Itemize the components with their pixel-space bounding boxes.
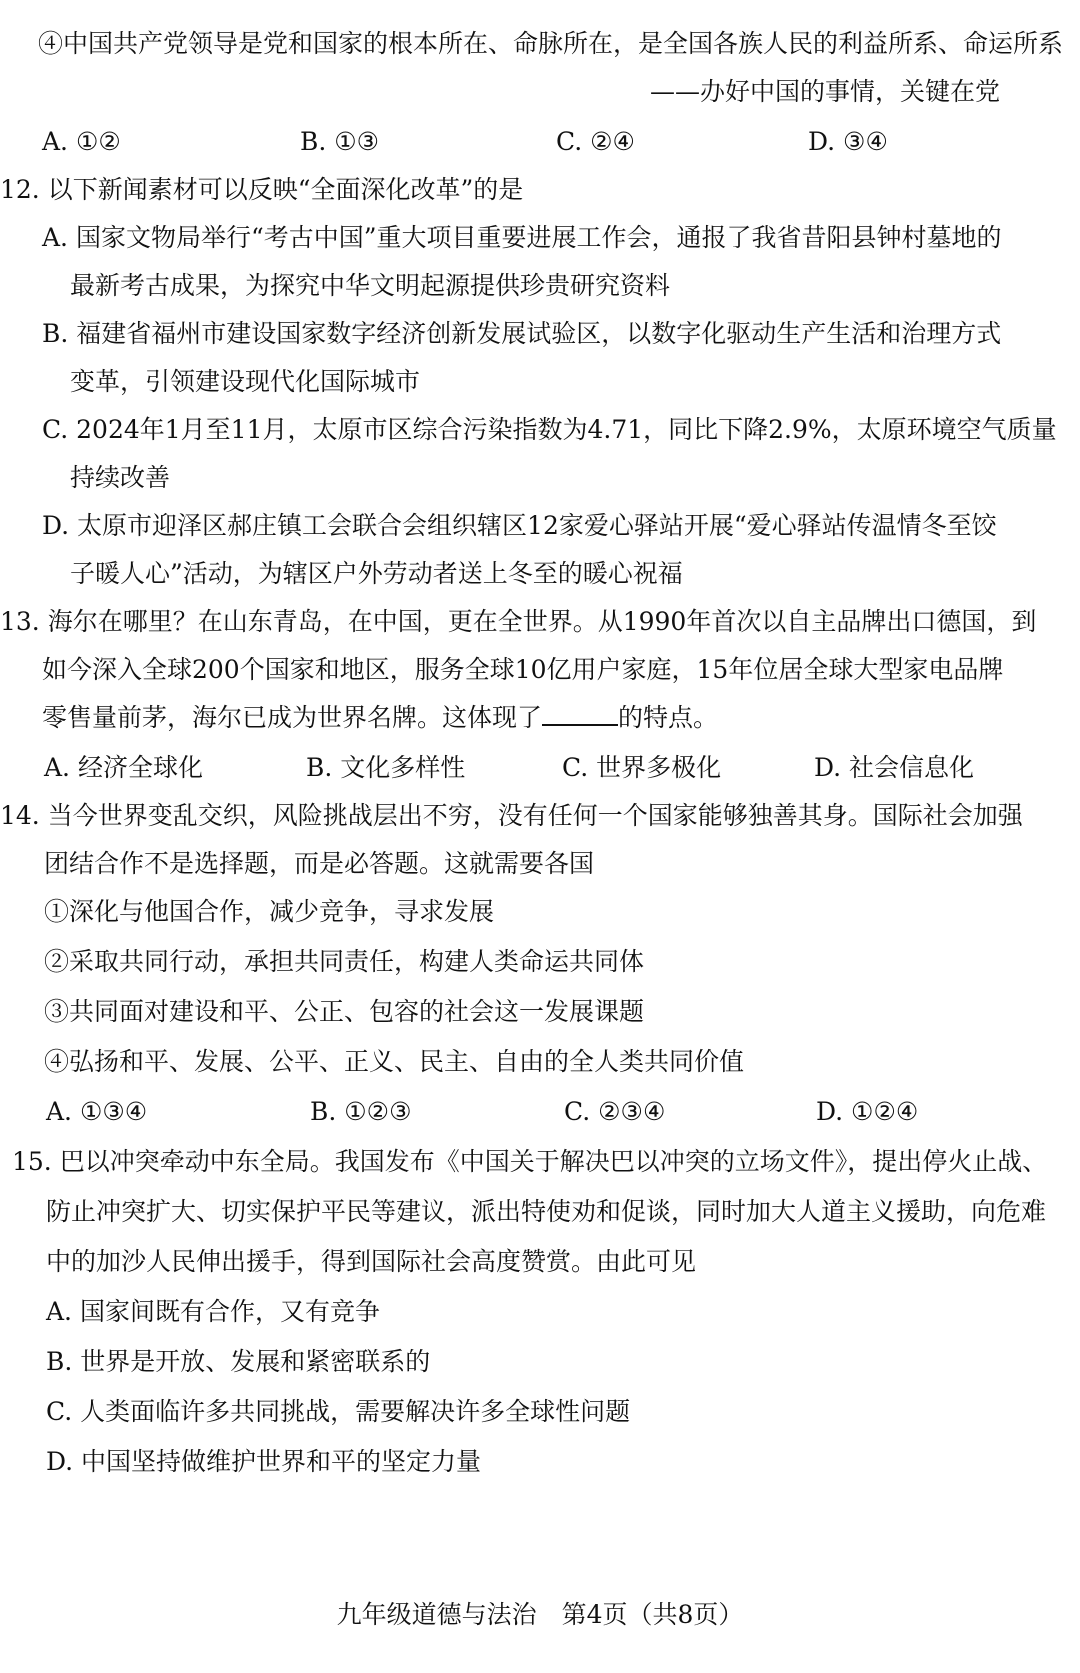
q13-stem-line2: 如今深入全球200个国家和地区，服务全球10亿用户家庭，15年位居全球大型家电品牌 (42, 655, 1004, 684)
q11-option-d: D. ③④ (808, 127, 888, 156)
q14-stem-line2: 团结合作不是选择题，而是必答题。这就需要各国 (44, 849, 595, 878)
q11-option-b: B. ①③ (300, 127, 380, 156)
q13-stem-line1: 13. 海尔在哪里？在山东青岛，在中国，更在全世界。从1990年首次以自主品牌出口德国，到 (0, 607, 1037, 636)
q11-option-a: A. ①② (42, 127, 121, 156)
q14-option-d: D. ①②④ (816, 1097, 919, 1126)
q12-option-d-line2: 子暖人心”活动，为辖区户外劳动者送上冬至的暖心祝福 (70, 559, 683, 588)
q15-stem-line2: 防止冲突扩大、切实保护平民等建议，派出特使劝和促谈，同时加大人道主义援助，向危难 (46, 1197, 1047, 1226)
answer-blank (542, 704, 618, 726)
q13-option-c: C. 世界多极化 (562, 753, 722, 782)
q15-stem-line3: 中的加沙人民伸出援手，得到国际社会高度赞赏。由此可见 (46, 1247, 697, 1276)
q13-option-d: D. 社会信息化 (814, 753, 975, 782)
q12-option-a-line2: 最新考古成果，为探究中华文明起源提供珍贵研究资料 (70, 271, 671, 300)
q14-item-2: ②采取共同行动，承担共同责任，构建人类命运共同体 (44, 947, 645, 976)
q12-option-b-line1: B. 福建省福州市建设国家数字经济创新发展试验区，以数字化驱动生产生活和治理方式 (42, 319, 1002, 348)
q13-stem-line3 (42, 702, 718, 734)
q13-option-a: A. 经济全球化 (44, 753, 203, 782)
q11-item-4: ④中国共产党领导是党和国家的根本所在、命脉所在，是全国各族人民的利益所系、命运所系 (38, 29, 1064, 58)
q11-option-c: C. ②④ (556, 127, 635, 156)
q12-stem: 12. 以下新闻素材可以反映“全面深化改革”的是 (0, 175, 524, 204)
q12-option-b-line2: 变革，引领建设现代化国际城市 (70, 367, 421, 396)
q14-option-b: B. ①②③ (310, 1097, 412, 1126)
q12-option-c-line1: C. 2024年1月至11月，太原市区综合污染指数为4.71，同比下降2.9%，太原环境空气质量 (42, 415, 1057, 444)
q14-option-c: C. ②③④ (564, 1097, 666, 1126)
q12-option-a-line1: A. 国家文物局举行“考古中国”重大项目重要进展工作会，通报了我省昔阳县钟村墓地的 (42, 223, 1002, 252)
q15-option-b: B. 世界是开放、发展和紧密联系的 (46, 1347, 431, 1376)
q13-option-b: B. 文化多样性 (306, 753, 466, 782)
q14-item-3: ③共同面对建设和平、公正、包容的社会这一发展课题 (44, 997, 645, 1026)
q11-item-4-source: ——办好中国的事情，关键在党 (649, 77, 1000, 106)
q14-option-a: A. ①③④ (46, 1097, 148, 1126)
q14-item-4: ④弘扬和平、发展、公平、正义、民主、自由的全人类共同价值 (44, 1047, 745, 1076)
page-footer: 九年级道德与法治 第4页（共8页） (336, 1600, 744, 1629)
q15-option-c: C. 人类面临许多共同挑战，需要解决许多全球性问题 (46, 1397, 631, 1426)
q13-stem-line3-end: 的特点。 (618, 703, 719, 732)
q14-stem-line1: 14. 当今世界变乱交织，风险挑战层出不穷，没有任何一个国家能够独善其身。国际社会加强 (0, 801, 1023, 830)
q15-stem-line1: 15. 巴以冲突牵动中东全局。我国发布《中国关于解决巴以冲突的立场文件》，提出停火止战、 (12, 1147, 1048, 1176)
q14-item-1: ①深化与他国合作，减少竞争，寻求发展 (44, 897, 495, 926)
q15-option-d: D. 中国坚持做维护世界和平的坚定力量 (46, 1447, 482, 1476)
q13-stem-line3-text: 零售量前茅，海尔已成为世界名牌。这体现了 (42, 703, 543, 732)
q15-option-a: A. 国家间既有合作，又有竞争 (46, 1297, 380, 1326)
q12-option-c-line2: 持续改善 (70, 463, 171, 492)
q12-option-d-line1: D. 太原市迎泽区郝庄镇工会联合会组织辖区12家爱心驿站开展“爱心驿站传温情冬至饺 (42, 511, 997, 540)
